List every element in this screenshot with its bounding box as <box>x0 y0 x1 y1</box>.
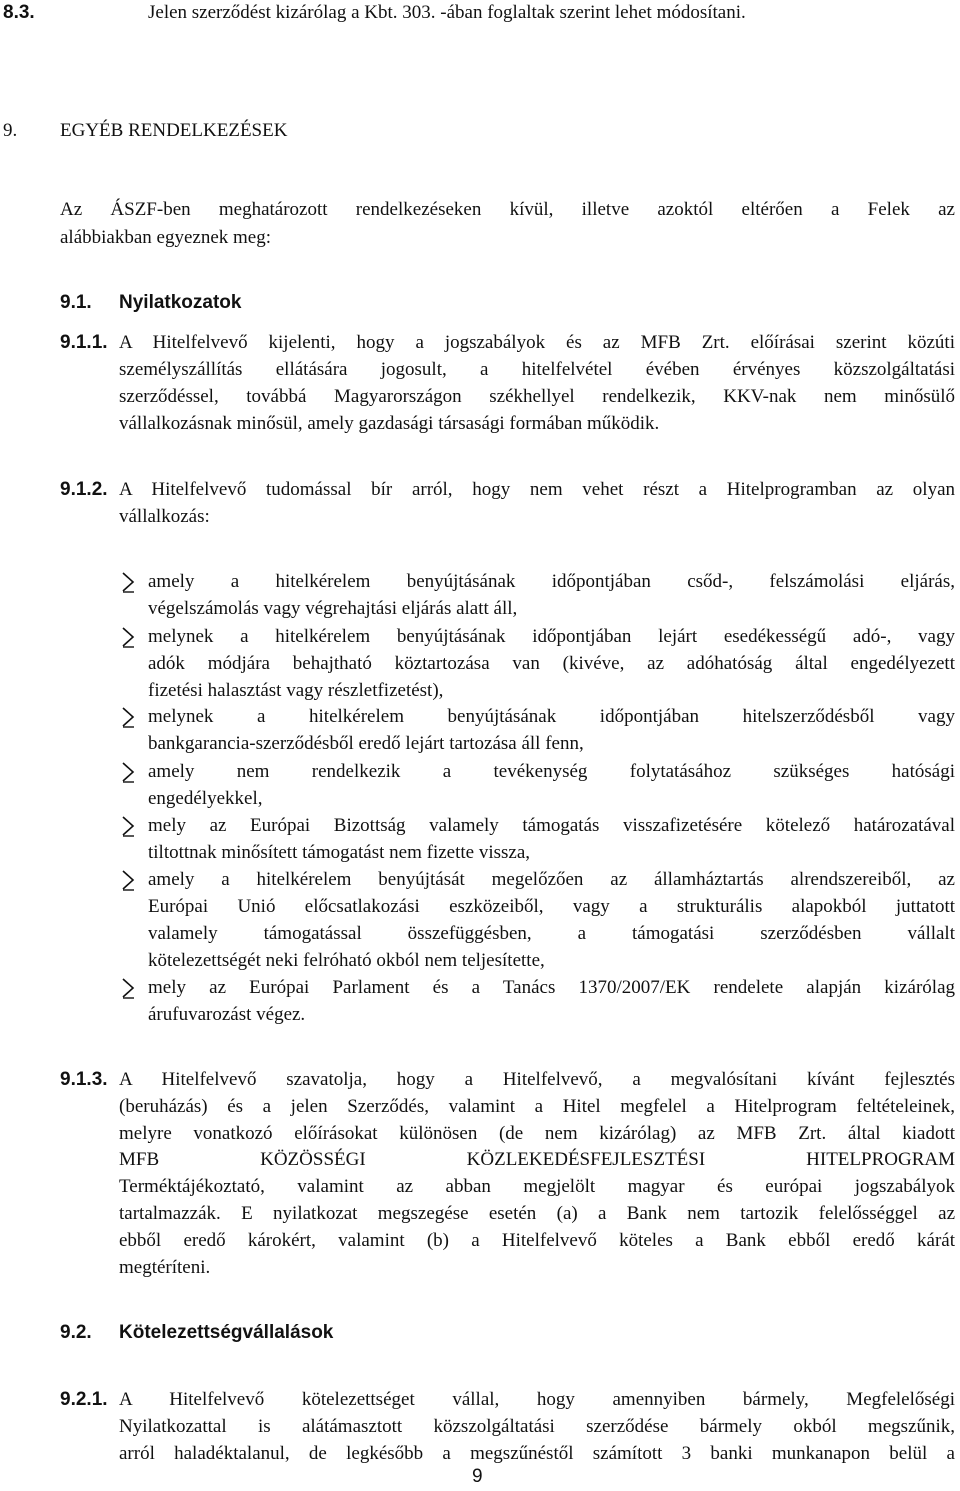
section-9-1-title: Nyilatkozatok <box>119 292 242 313</box>
section-9-number: 9. <box>3 120 18 141</box>
bullet-icon <box>121 571 135 593</box>
section-9-2-1-line-2: Nyilatkozattal is alátámasztott közszolgáltatási szerződése bármely okból megszűnik, <box>119 1416 955 1437</box>
bullet-icon <box>121 626 135 648</box>
intro-line-1: Az ÁSZF-ben meghatározott rendelkezéseken kívül, illetve azoktól eltérően a Felek az <box>60 199 955 220</box>
bullet-icon <box>121 706 135 728</box>
section-9-1-1-line-2: személyszállítás ellátására jogosult, a hitelfelvétel évében érvényes közszolgáltatási <box>119 359 955 380</box>
section-9-1-1-number: 9.1.1. <box>60 332 108 353</box>
section-8-3-text: Jelen szerződést kizárólag a Kbt. 303. -ában foglaltak szerint lehet módosítani. <box>148 2 746 23</box>
section-9-2-title: Kötelezettségvállalások <box>119 1322 334 1343</box>
page-number: 9 <box>472 1466 483 1487</box>
section-9-2-1-number: 9.2.1. <box>60 1389 108 1410</box>
bullet-7-line-1: mely az Európai Parlament és a Tanács 1370/2007/EK rendelete alapján kizárólag <box>148 977 955 998</box>
bullet-6-line-3: valamely támogatással összefüggésben, a támogatási szerződésben vállalt <box>148 923 955 944</box>
section-9-2-1-line-3: arról haladéktalanul, de legkésőbb a megszűnéstől számított 3 banki munkanapon belül a <box>119 1443 955 1464</box>
bullet-icon <box>121 761 135 783</box>
bullet-7-line-2: árufuvarozást végez. <box>148 1004 306 1025</box>
section-9-1-3-line-4: MFB KÖZÖSSÉGI KÖZLEKEDÉSFEJLESZTÉSI HITELPROGRAM <box>119 1149 955 1170</box>
intro-line-2: alábbiakban egyeznek meg: <box>60 227 272 248</box>
section-9-1-3-number: 9.1.3. <box>60 1069 108 1090</box>
section-9-1-1-line-3: szerződéssel, továbbá Magyarországon székhellyel rendelkezik, KKV-nak nem minősülő <box>119 386 955 407</box>
bullet-2-line-2: adók módjára behajtható köztartozása van (kivéve, az adóhatóság által engedélyezett <box>148 653 955 674</box>
section-9-1-3-line-7: ebből eredő károkért, valamint (b) a Hitelfelvevő köteles a Bank ebből eredő kárát <box>119 1230 955 1251</box>
section-9-2-1-line-1: A Hitelfelvevő kötelezettséget vállal, hogy amennyiben bármely, Megfelelőségi <box>119 1389 955 1410</box>
bullet-icon <box>121 869 135 891</box>
section-9-1-3-line-5: Terméktájékoztató, valamint az abban megjelölt magyar és európai jogszabályok <box>119 1176 955 1197</box>
section-9-1-1-line-1: A Hitelfelvevő kijelenti, hogy a jogszabályok és az MFB Zrt. előírásai szerint közúti <box>119 332 955 353</box>
section-9-1-number: 9.1. <box>60 292 92 313</box>
section-9-1-2-line-2: vállalkozás: <box>119 506 210 527</box>
bullet-4-line-2: engedélyekkel, <box>148 788 263 809</box>
section-9-1-2-number: 9.1.2. <box>60 479 108 500</box>
section-9-1-3-line-3: melyre vonatkozó előírásokat különösen (de nem kizárólag) az MFB Zrt. által kiadott <box>119 1123 955 1144</box>
section-9-2-number: 9.2. <box>60 1322 92 1343</box>
section-9-1-1-line-4: vállalkozásnak minősül, amely gazdasági társasági formában működik. <box>119 413 660 434</box>
bullet-4-line-1: amely nem rendelkezik a tevékenység folytatásához szükséges hatósági <box>148 761 955 782</box>
section-9-1-3-line-1: A Hitelfelvevő szavatolja, hogy a Hitelfelvevő, a megvalósítani kívánt fejlesztés <box>119 1069 955 1090</box>
section-8-3-number: 8.3. <box>3 2 35 23</box>
bullet-1-line-2: végelszámolás vagy végrehajtási eljárás alatt áll, <box>148 598 518 619</box>
bullet-2-line-3: fizetési halasztást vagy részletfizetést), <box>148 680 444 701</box>
section-9-title: EGYÉB RENDELKEZÉSEK <box>60 120 288 141</box>
bullet-5-line-2: tiltottnak minősített támogatást nem fizette vissza, <box>148 842 531 863</box>
section-9-1-3-line-2: (beruházás) és a jelen Szerződés, valamint a Hitel megfelel a Hitelprogram feltételeinek, <box>119 1096 955 1117</box>
bullet-6-line-4: kötelezettségét neki felróható okból nem teljesítette, <box>148 950 545 971</box>
bullet-3-line-1: melynek a hitelkérelem benyújtásának időpontjában hitelszerződésből vagy <box>148 706 955 727</box>
bullet-icon <box>121 815 135 837</box>
bullet-5-line-1: mely az Európai Bizottság valamely támogatás visszafizetésére kötelező határozatával <box>148 815 955 836</box>
section-9-1-2-line-1: A Hitelfelvevő tudomással bír arról, hogy nem vehet részt a Hitelprogramban az olyan <box>119 479 955 500</box>
bullet-3-line-2: bankgarancia-szerződésből eredő lejárt tartozása áll fenn, <box>148 733 584 754</box>
bullet-1-line-1: amely a hitelkérelem benyújtásának időpontjában csőd-, felszámolási eljárás, <box>148 571 955 592</box>
section-9-1-3-line-6: tartalmazzák. E nyilatkozat megszegése esetén (a) a Bank nem tartozik felelősséggel az <box>119 1203 955 1224</box>
bullet-6-line-2: Európai Unió előcsatlakozási eszközeiből, vagy a strukturális alapokból juttatott <box>148 896 955 917</box>
bullet-icon <box>121 977 135 999</box>
bullet-2-line-1: melynek a hitelkérelem benyújtásának időpontjában lejárt esedékességű adó-, vagy <box>148 626 955 647</box>
section-9-1-3-line-8: megtéríteni. <box>119 1257 211 1278</box>
bullet-6-line-1: amely a hitelkérelem benyújtását megelőzően az államháztartás alrendszereiből, az <box>148 869 955 890</box>
